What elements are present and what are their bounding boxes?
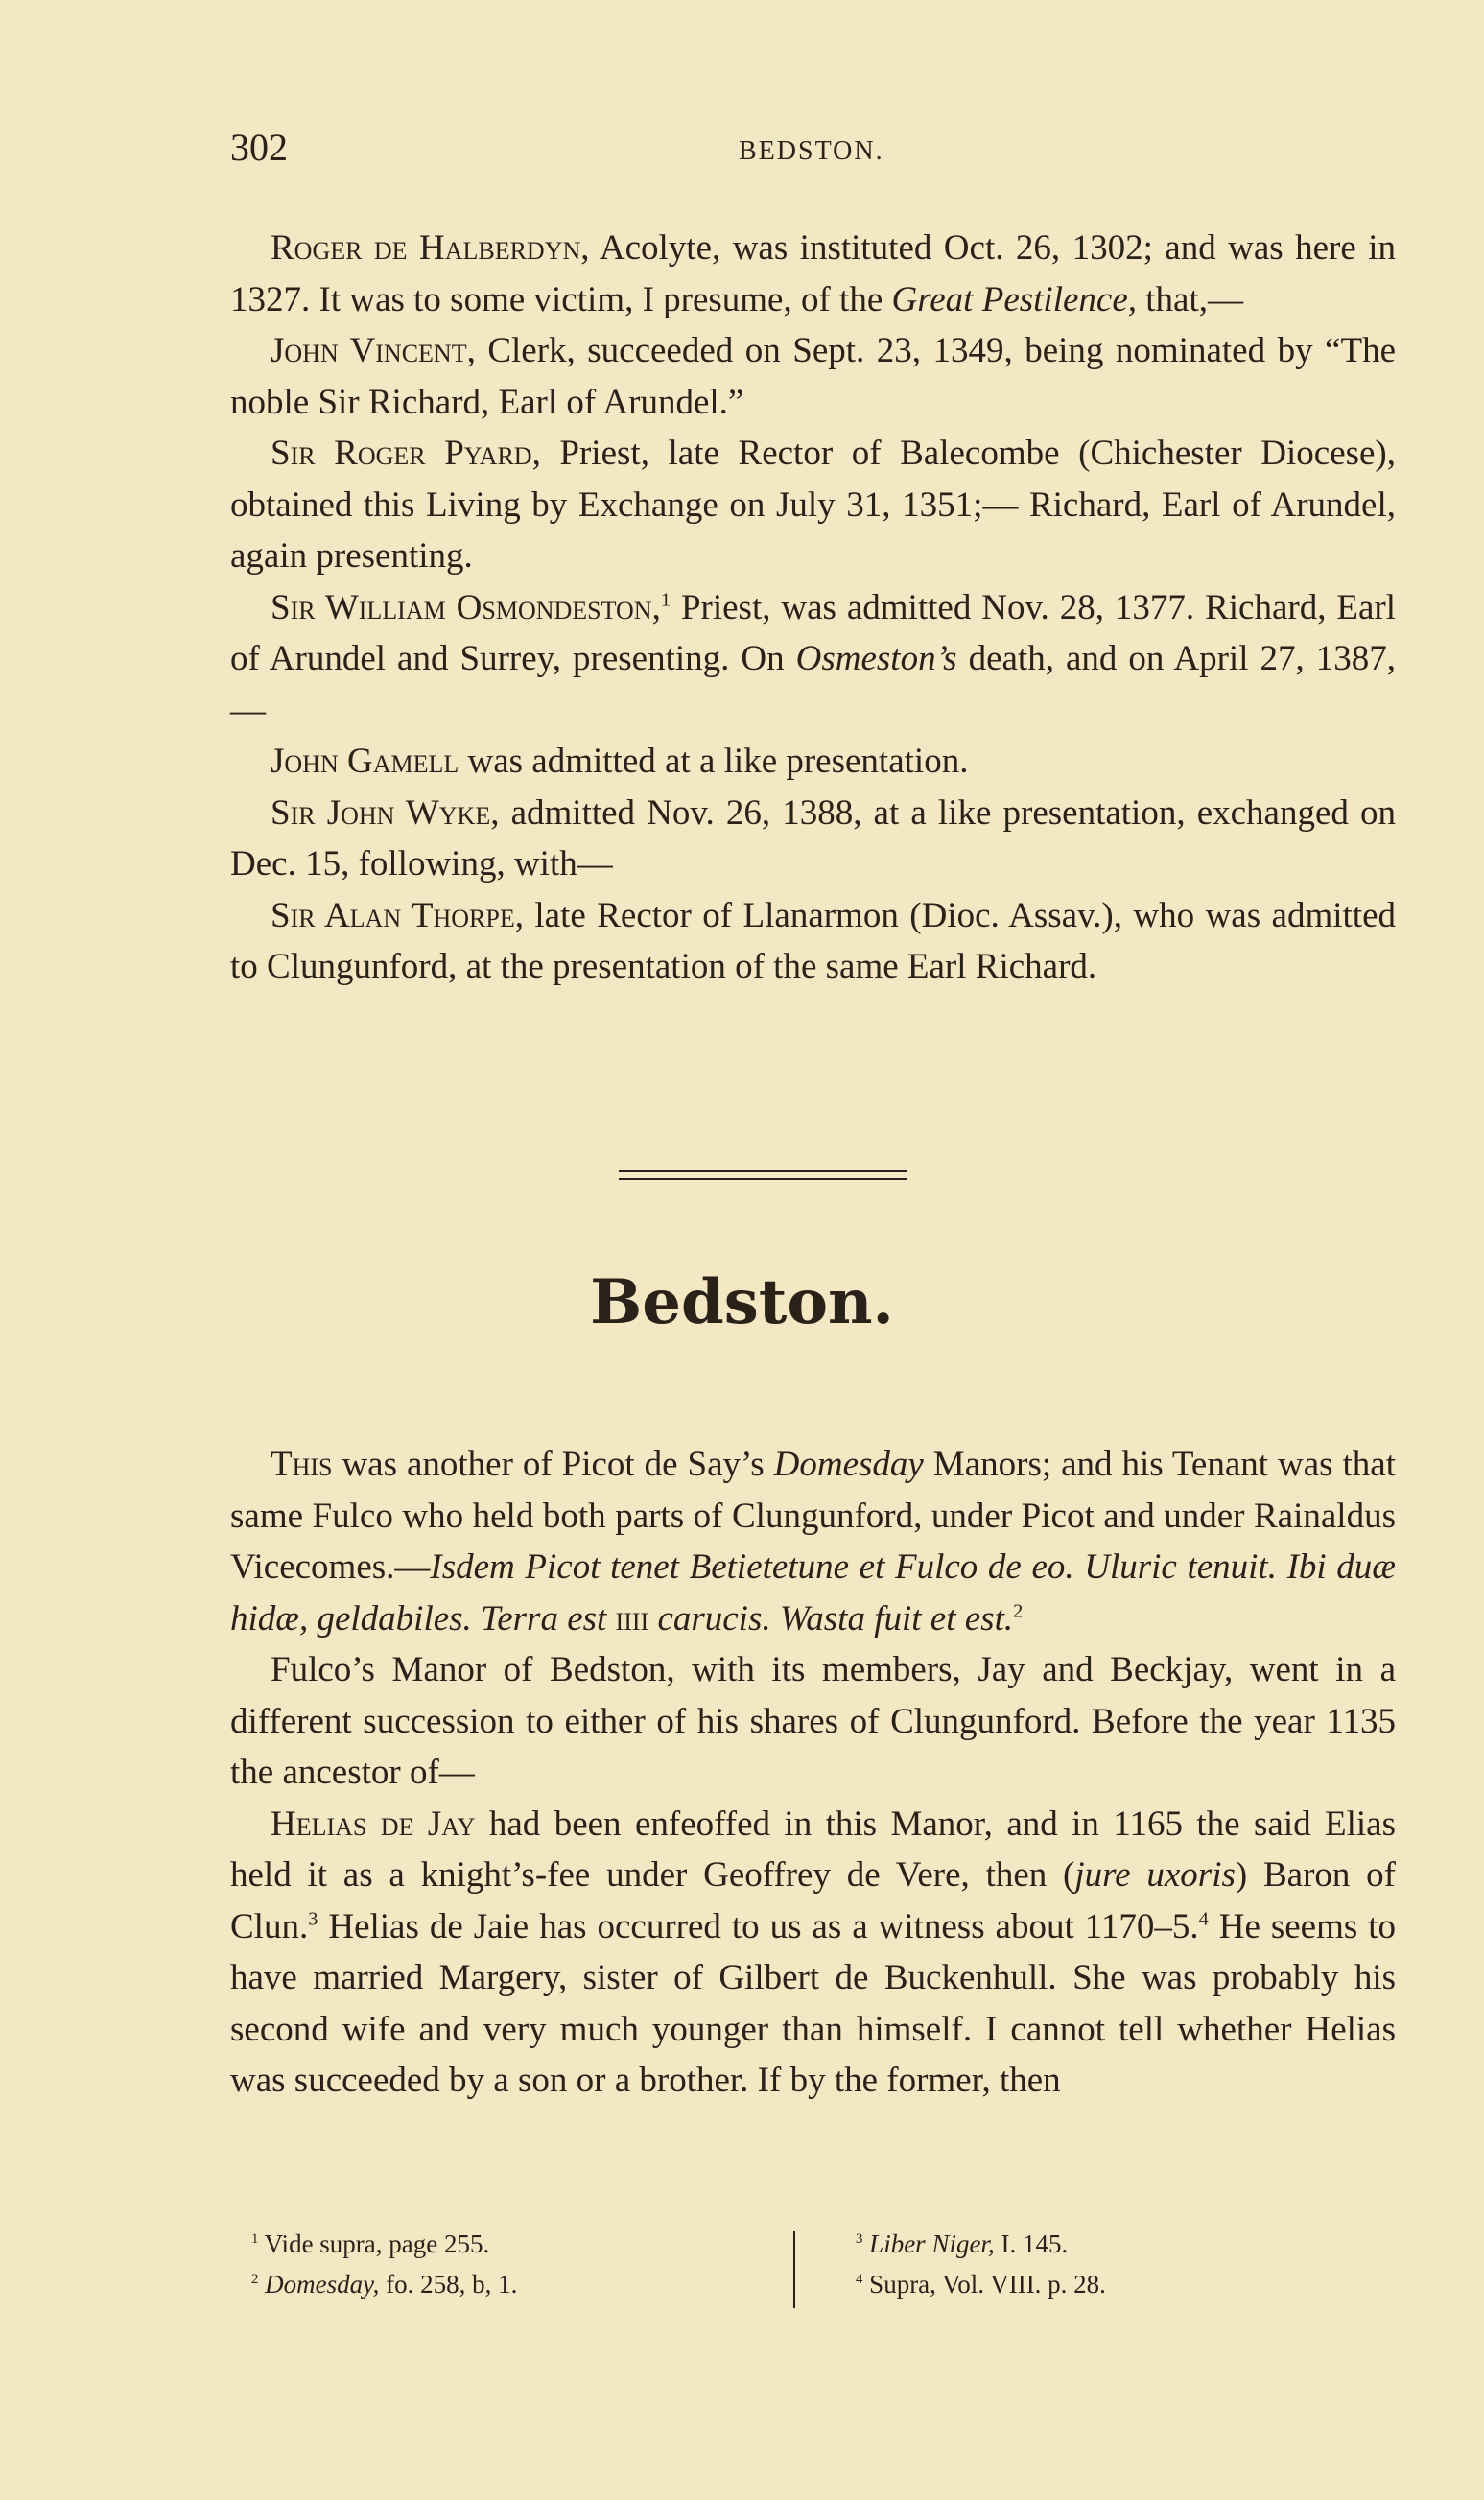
name-small-caps: This — [271, 1445, 333, 1484]
running-title: BEDSTON. — [739, 136, 884, 166]
paragraph-text: had been enfeoffed in this Manor, and in 1165 the said Elias held it as a knight’s-fee under Geoffrey de Vere, then ( — [230, 1804, 1396, 1895]
page-number: 302 — [230, 126, 288, 169]
paragraph-text: Manors; and his Tenant was that same Fulco who held both parts of Clungunford, under Picot and under Rainaldus Vicecomes.— — [230, 1445, 1396, 1587]
footnote-ref: 1 — [660, 589, 671, 611]
italic-text: Great Pestilence, — [891, 279, 1137, 319]
name-small-caps: John Gamell — [271, 742, 459, 781]
footnote-ref: 2 — [1013, 1600, 1024, 1622]
footnote-text: Vide supra, page 255. — [258, 2229, 490, 2258]
footnote-text: fo. 258, b, 1. — [379, 2270, 518, 2299]
footnote-text: Supra, Vol. VIII. p. 28. — [862, 2270, 1106, 2299]
footnote-number: 1 — [251, 2231, 259, 2247]
footnotes-right-column — [856, 2224, 1239, 2304]
paragraph-text: Clerk, succeeded on Sept. 23, 1349, being nominated by “The noble Sir Richard, Earl of Arundel.” — [230, 331, 1396, 422]
paragraph — [230, 890, 1396, 993]
footnotes-left-column — [251, 2224, 769, 2304]
name-small-caps: Sir Alan Thorpe, — [271, 895, 524, 935]
paragraph — [230, 223, 1396, 325]
paragraph-text: Priest, late Rector of Balecombe (Chichester Diocese), obtained this Living by Exchange on July 31, 1351;— Richard, Earl of Arundel, again presenting. — [230, 434, 1397, 576]
footnote-number: 2 — [251, 2272, 259, 2287]
name-small-caps: Helias de Jay — [271, 1804, 476, 1844]
paragraph — [230, 1799, 1396, 2107]
paragraph — [230, 788, 1396, 890]
italic-text: Domesday — [773, 1445, 924, 1484]
paragraph — [230, 428, 1396, 582]
latin-quote: Isdem Picot tenet Betietetune et Fulco de eo. Uluric tenuit. Ibi duæ hidæ, geldabiles. Terra est — [230, 1547, 1396, 1639]
paragraph-text: Helias de Jaie has occurred to us as a witness about 1170–5. — [318, 1906, 1199, 1946]
paragraph-text: He seems to have married Margery, sister of Gilbert de Buckenhull. She was probably his second wife and very much younger than himself. I cannot tell whether Helias was succeeded by a son or a brother. If by the former, then — [230, 1906, 1396, 2100]
clergy-list-text — [230, 223, 1396, 993]
paragraph-text: admitted Nov. 26, 1388, at a like presentation, exchanged on Dec. 15, following, with— — [230, 792, 1396, 884]
footnote-italic: Liber Niger, — [862, 2229, 995, 2258]
name-small-caps: Sir William Osmondeston, — [271, 587, 661, 627]
name-small-caps: Sir Roger Pyard, — [271, 434, 541, 473]
paragraph — [230, 1439, 1396, 1644]
footnote-number: 4 — [856, 2272, 863, 2287]
paragraph — [230, 582, 1396, 737]
footnote-ref: 4 — [1198, 1908, 1209, 1930]
paragraph-text: ) Baron of Clun. — [230, 1855, 1396, 1946]
footnotes — [251, 2224, 1230, 2320]
paragraph-text: Priest, was admitted Nov. 28, 1377. Richard, Earl of Arundel and Surrey, presenting. On — [230, 587, 1396, 678]
footnote-ref: 3 — [308, 1908, 318, 1930]
paragraph-text: was another of Picot de Say’s — [332, 1445, 774, 1484]
double-rule-divider — [619, 1170, 907, 1180]
footnote-text: I. 145. — [994, 2229, 1069, 2258]
page-header — [230, 125, 1401, 182]
paragraph-text: that,— — [1137, 279, 1243, 319]
footnote-item — [251, 2224, 769, 2264]
footnote-item — [856, 2264, 1239, 2304]
roman-numeral: iiii — [615, 1598, 649, 1639]
paragraph — [230, 325, 1396, 428]
section-heading: Bedston. — [590, 1266, 894, 1338]
paragraph — [230, 736, 1396, 788]
footnote-divider — [793, 2231, 795, 2308]
italic-text: Osmeston’s — [795, 639, 957, 678]
paragraph: Fulco’s Manor of Bedston, with its members, Jay and Beckjay, went in a different succession to either of his shares of Clungunford. Before the year 1135 the ancestor of— — [230, 1650, 1396, 1792]
footnote-item — [856, 2224, 1239, 2264]
name-small-caps: John Vincent, — [271, 331, 476, 370]
footnote-italic: Domesday, — [258, 2270, 380, 2299]
footnote-number: 3 — [856, 2231, 863, 2247]
name-small-caps: Roger de Halberdyn, — [271, 228, 590, 268]
footnote-item — [251, 2264, 769, 2304]
paragraph-text: was admitted at a like presentation. — [459, 742, 969, 781]
paragraph-text: late Rector of Llanarmon (Dioc. Assav.), who was admitted to Clungunford, at the presentation of the same Earl Richard. — [230, 895, 1396, 986]
italic-text: jure uxoris — [1074, 1855, 1236, 1895]
bedston-text — [230, 1439, 1396, 2107]
latin-quote: carucis. Wasta fuit et est. — [648, 1598, 1014, 1639]
name-small-caps: Sir John Wyke, — [271, 792, 500, 833]
paragraph-text: death, and on April 27, 1387,— — [230, 639, 1397, 730]
paragraph-text: Acolyte, was instituted Oct. 26, 1302; and was here in 1327. It was to some victim, I presume, of the — [230, 228, 1396, 319]
